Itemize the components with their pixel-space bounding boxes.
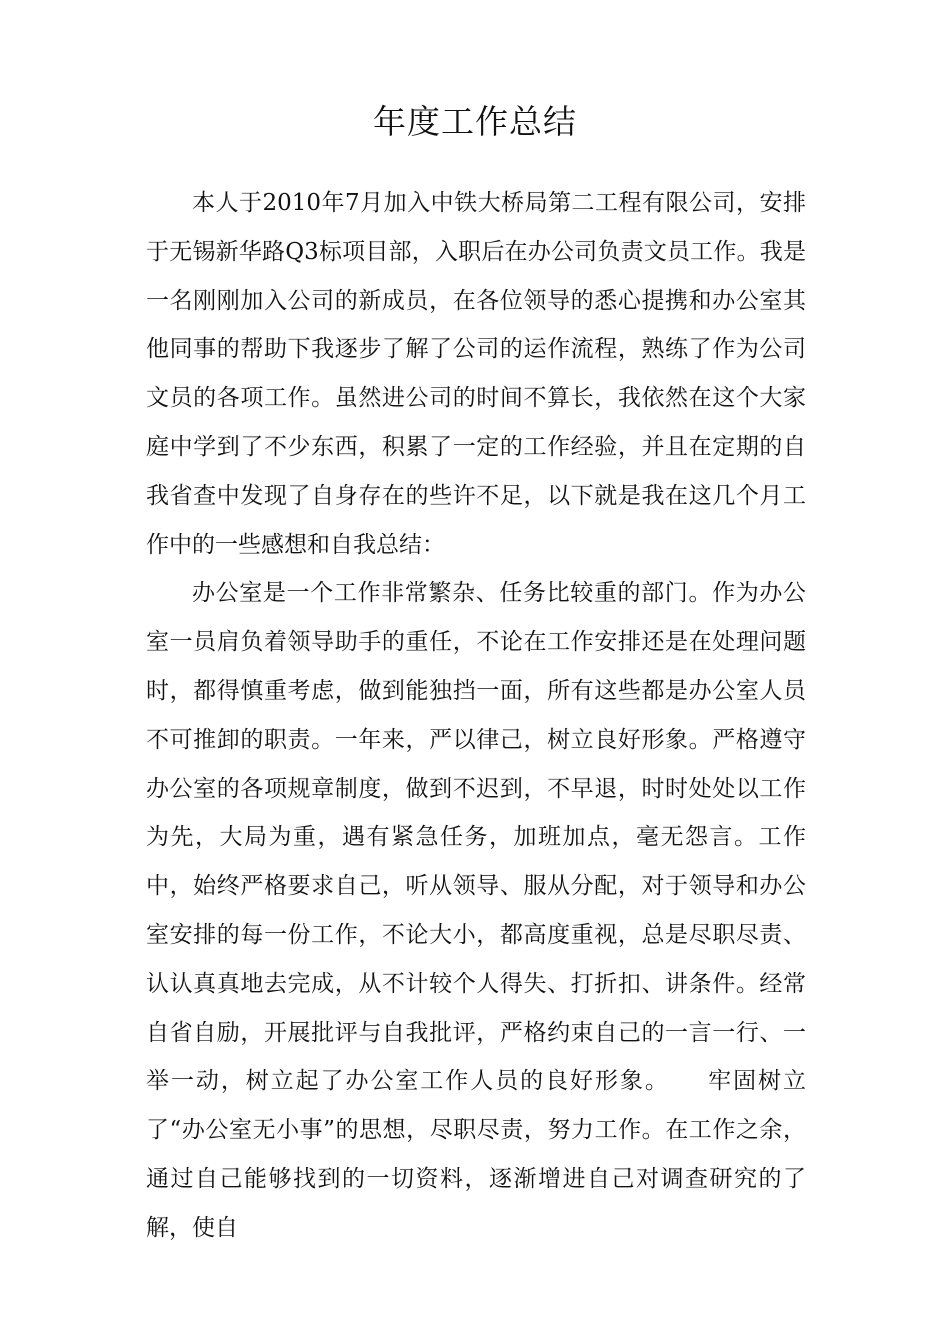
document-title: 年度工作总结: [373, 102, 577, 141]
document-body: [146, 179, 806, 1253]
paragraph-1: 本人于2010年7月加入中铁大桥局第二工程有限公司，安排于无锡新华路Q3标项目部，入职后在办公司负责文员工作。我是一名刚刚加入公司的新成员，在各位领导的悉心提携和办公室其他同事的帮助下我逐步了解了公司的运作流程，熟练了作为公司文员的各项工作。虽然进公司的时间不算长，我依然在这个大家庭中学到了不少东西，积累了一定的工作经验，并且在定期的自我省查中发现了自身存在的些许不足，以下就是我在这几个月工作中的一些感想和自我总结：: [146, 190, 806, 558]
paragraph-2: 办公室是一个工作非常繁杂、任务比较重的部门。作为办公室一员肩负着领导助手的重任，不论在工作安排还是在处理问题时，都得慎重考虑，做到能独挡一面，所有这些都是办公室人员不可推卸的职责。一年来，严以律己，树立良好形象。严格遵守办公室的各项规章制度，做到不迟到，不早退，时时处处以工作为先，大局为重，遇有紧急任务，加班加点，毫无怨言。工作中，始终严格要求自己，听从领导、服从分配，对于领导和办公室安排的每一份工作，不论大小，都高度重视，总是尽职尽责、认认真真地去完成，从不计较个人得失、打折扣、讲条件。经常自省自励，开展批评与自我批评，严格约束自己的一言一行、一举一动，树立起了办公室工作人员的良好形象。 牢固树立了“办公室无小事”的思想，尽职尽责，努力工作。在工作之余，通过自己能够找到的一切资料，逐渐增进自己对调查研究的了解，使自: [146, 580, 806, 1241]
